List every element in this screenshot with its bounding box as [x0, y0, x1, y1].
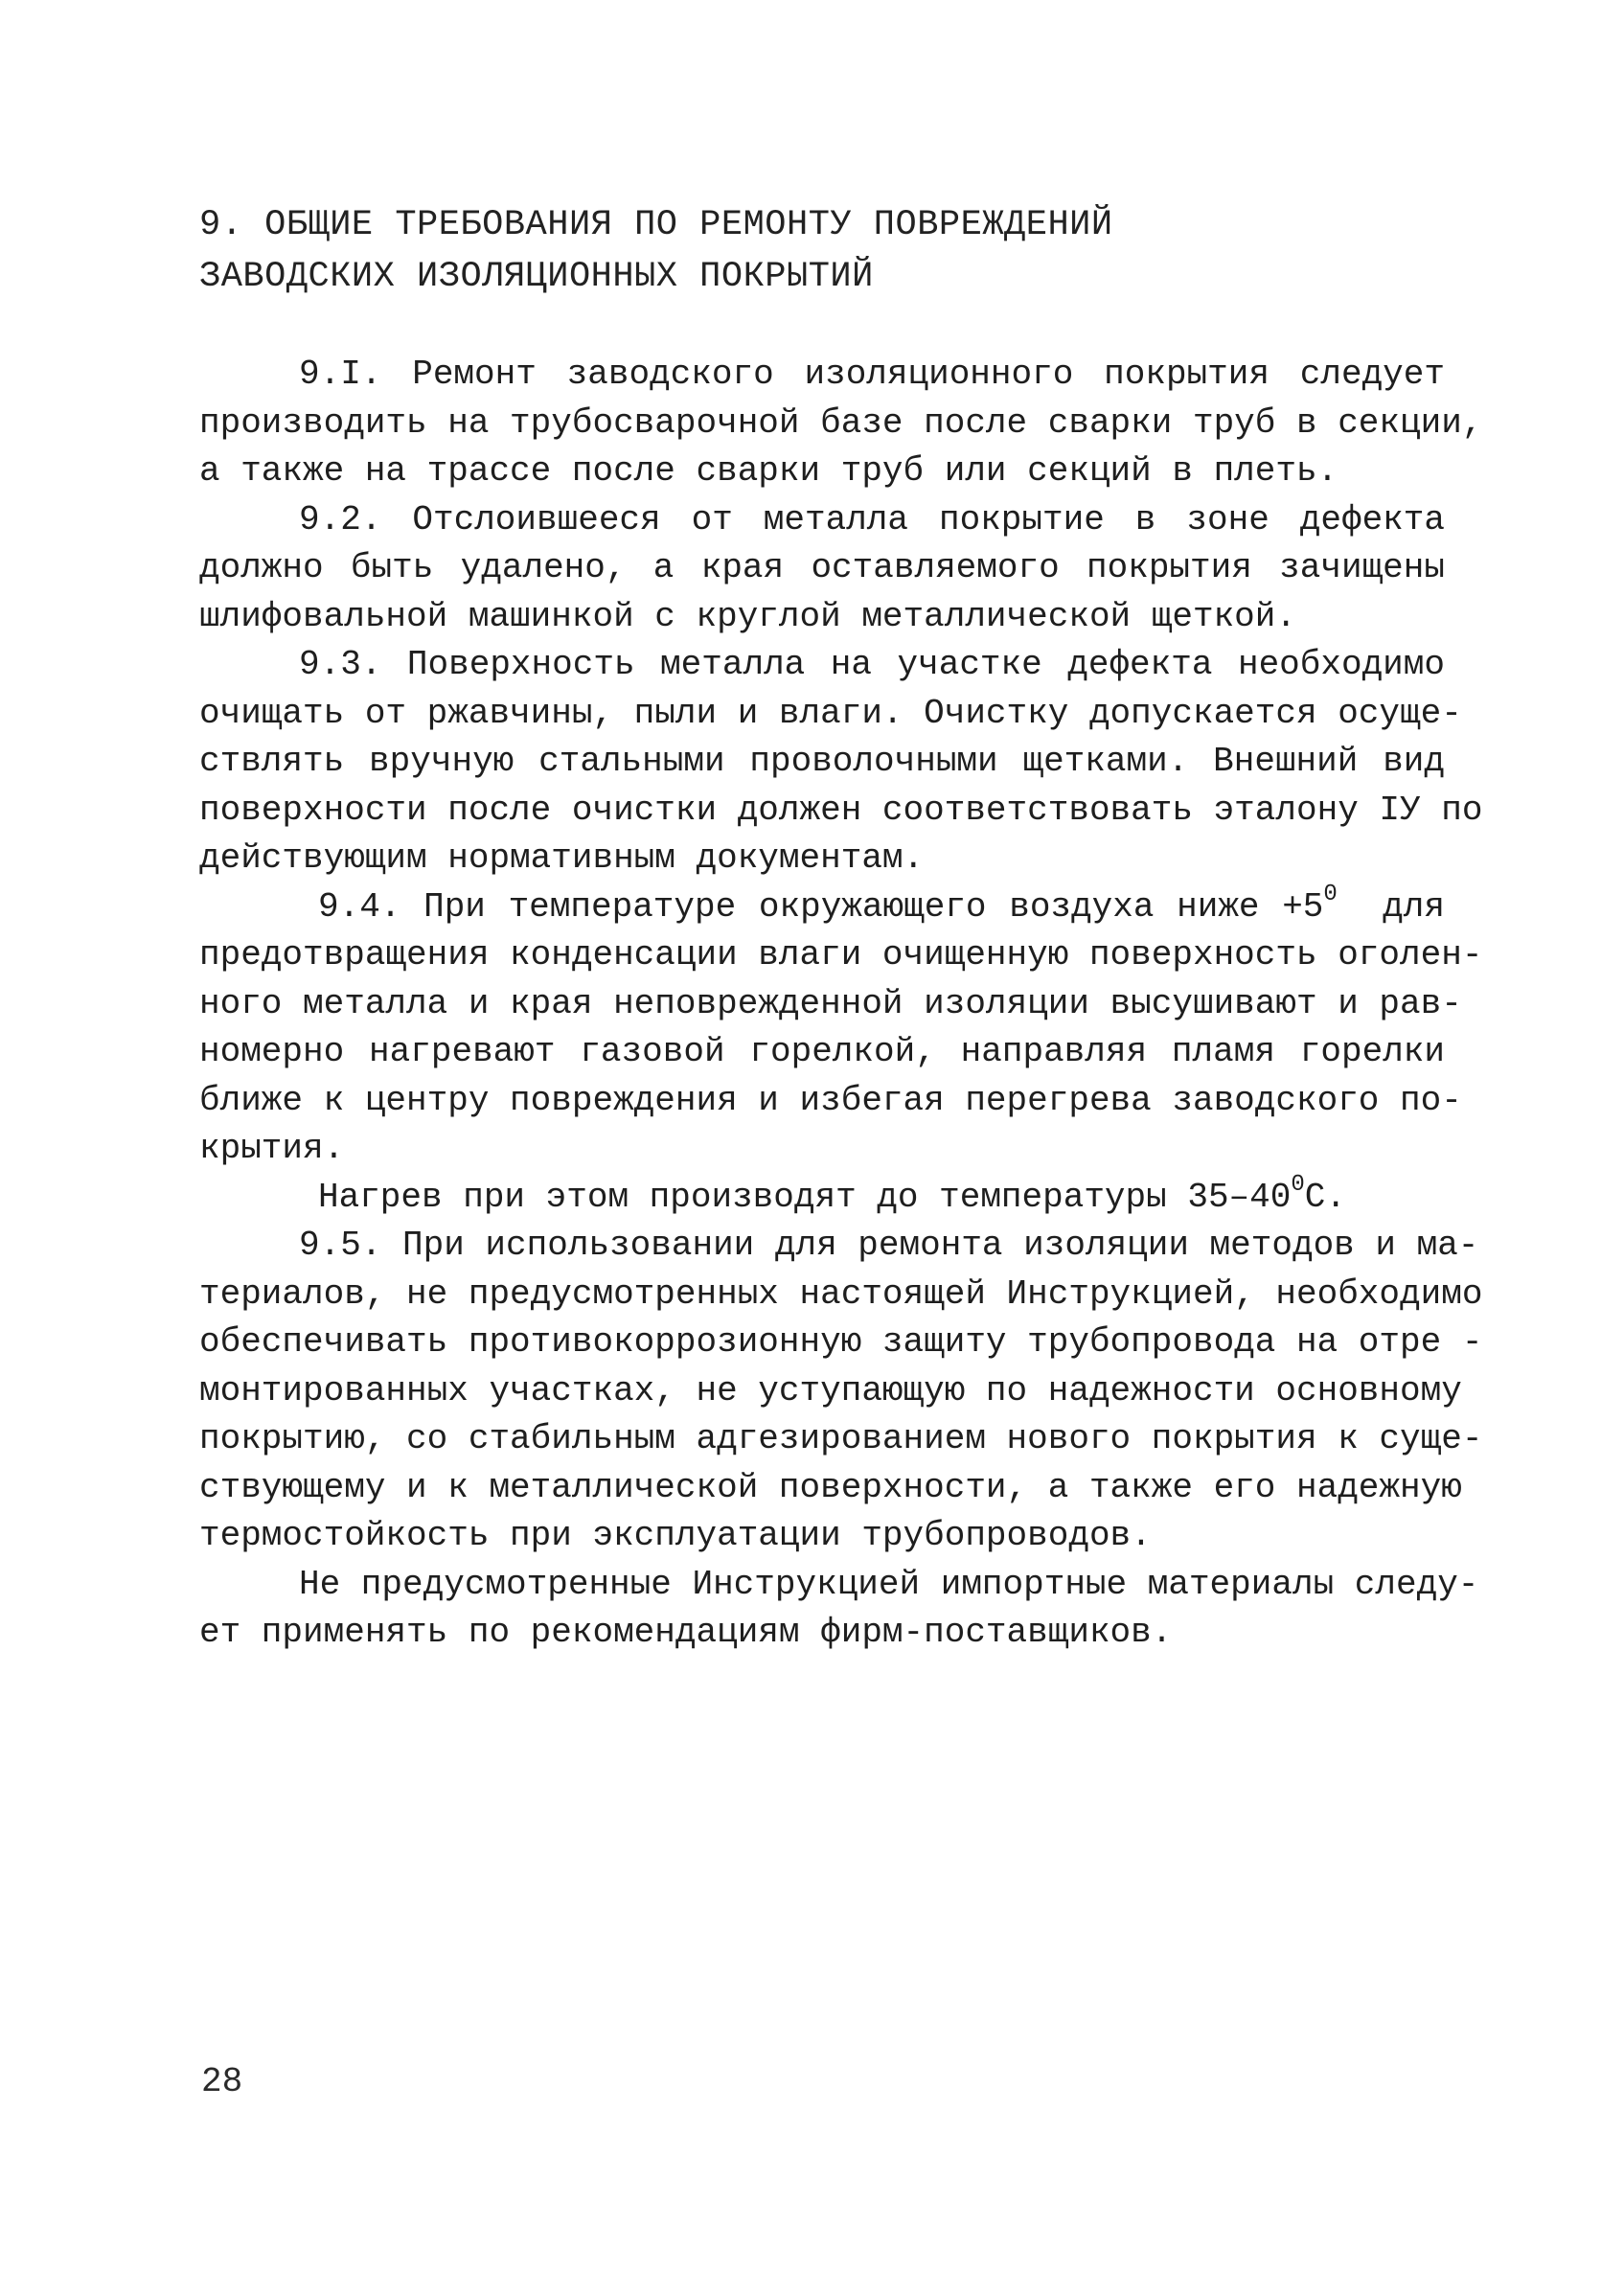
paragraph-line: действующим нормативным документам. — [199, 838, 925, 878]
paragraph-line — [199, 1171, 1445, 1223]
paragraph-line: ближе к центру повреждения и избегая перегрева заводского по- — [199, 1080, 1462, 1120]
paragraph-9-1 — [199, 351, 1483, 496]
paragraph-text: для — [1337, 886, 1445, 927]
paragraph-line: 9.5. При использовании для ремонта изоляции методов и ма- — [299, 1226, 1479, 1265]
paragraph-line: ного металла и края неповрежденной изоляции высушивают и рав- — [199, 983, 1462, 1023]
paragraph-line: шлифовальной машинкой с круглой металлической щеткой. — [199, 596, 1296, 636]
degree-superscript: 0 — [1323, 881, 1338, 907]
paragraph-line: 9.2. Отслоившееся от металла покрытие в зоне дефекта — [299, 499, 1445, 539]
paragraph-line: предотвращения конденсации влаги очищенную поверхность оголен- — [199, 935, 1483, 975]
paragraph-9-5 — [199, 1222, 1483, 1561]
paragraph-imported-materials — [199, 1561, 1479, 1658]
heading-line-1: 9. ОБЩИЕ ТРЕБОВАНИЯ ПО РЕМОНТУ ПОВРЕЖДЕНИЙ — [199, 205, 1113, 245]
paragraph-9-3 — [199, 641, 1483, 883]
paragraph-9-4 — [199, 881, 1483, 1174]
paragraph-line: термостойкость при эксплуатации трубопроводов. — [199, 1516, 1152, 1555]
section-heading — [199, 199, 1445, 303]
paragraph-text: С. — [1304, 1177, 1346, 1217]
paragraph-line: ет применять по рекомендациям фирм-поставщиков. — [199, 1613, 1173, 1652]
paragraph-line: номерно нагревают газовой горелкой, направляя пламя горелки — [199, 1032, 1445, 1071]
heading-line-2: ЗАВОДСКИХ ИЗОЛЯЦИОННЫХ ПОКРЫТИЙ — [199, 257, 874, 297]
paragraph-line: обеспечивать противокоррозионную защиту трубопровода на отре - — [199, 1322, 1483, 1362]
paragraph-line: 9.3. Поверхность металла на участке дефекта необходимо — [299, 645, 1445, 684]
degree-superscript: 0 — [1291, 1171, 1305, 1198]
page-number: 28 — [201, 2062, 243, 2101]
paragraph-text: 9.4. При температуре окружающего воздуха ниже +5 — [318, 886, 1324, 927]
paragraph-line: должно быть удалено, а края оставляемого покрытия зачищены — [199, 548, 1445, 587]
paragraph-line: 9.I. Ремонт заводского изоляционного покрытия следует — [299, 355, 1445, 394]
paragraph-line: териалов, не предусмотренных настоящей Инструкцией, необходимо — [199, 1273, 1483, 1314]
paragraph-line: монтированных участках, не уступающую по надежности основному — [199, 1370, 1462, 1410]
paragraph-line: ствующему и к металлической поверхности, а также его надежную — [199, 1467, 1462, 1507]
paragraph-line: покрытию, со стабильным адгезированием нового покрытия к суще- — [199, 1419, 1483, 1458]
paragraph-heating — [199, 1171, 1445, 1223]
paragraph-line: крытия. — [199, 1129, 345, 1168]
paragraph-9-2 — [199, 496, 1445, 642]
paragraph-line — [199, 883, 1445, 932]
paragraph-text: Нагрев при этом производят до температуры 35–40 — [318, 1177, 1292, 1217]
paragraph-line: а также на трассе после сварки труб или секций в плеть. — [199, 451, 1338, 491]
paragraph-line: очищать от ржавчины, пыли и влаги. Очистку допускается осуще- — [199, 693, 1462, 733]
paragraph-line: производить на трубосварочной базе после сварки труб в секции, — [199, 402, 1483, 443]
section-body — [199, 351, 1483, 1658]
paragraph-line: ствлять вручную стальными проволочными щетками. Внешний вид — [199, 742, 1445, 781]
paragraph-line: Не предусмотренные Инструкцией импортные материалы следу- — [299, 1564, 1479, 1604]
paragraph-line: поверхности после очистки должен соответствовать эталону IУ по — [199, 790, 1483, 830]
